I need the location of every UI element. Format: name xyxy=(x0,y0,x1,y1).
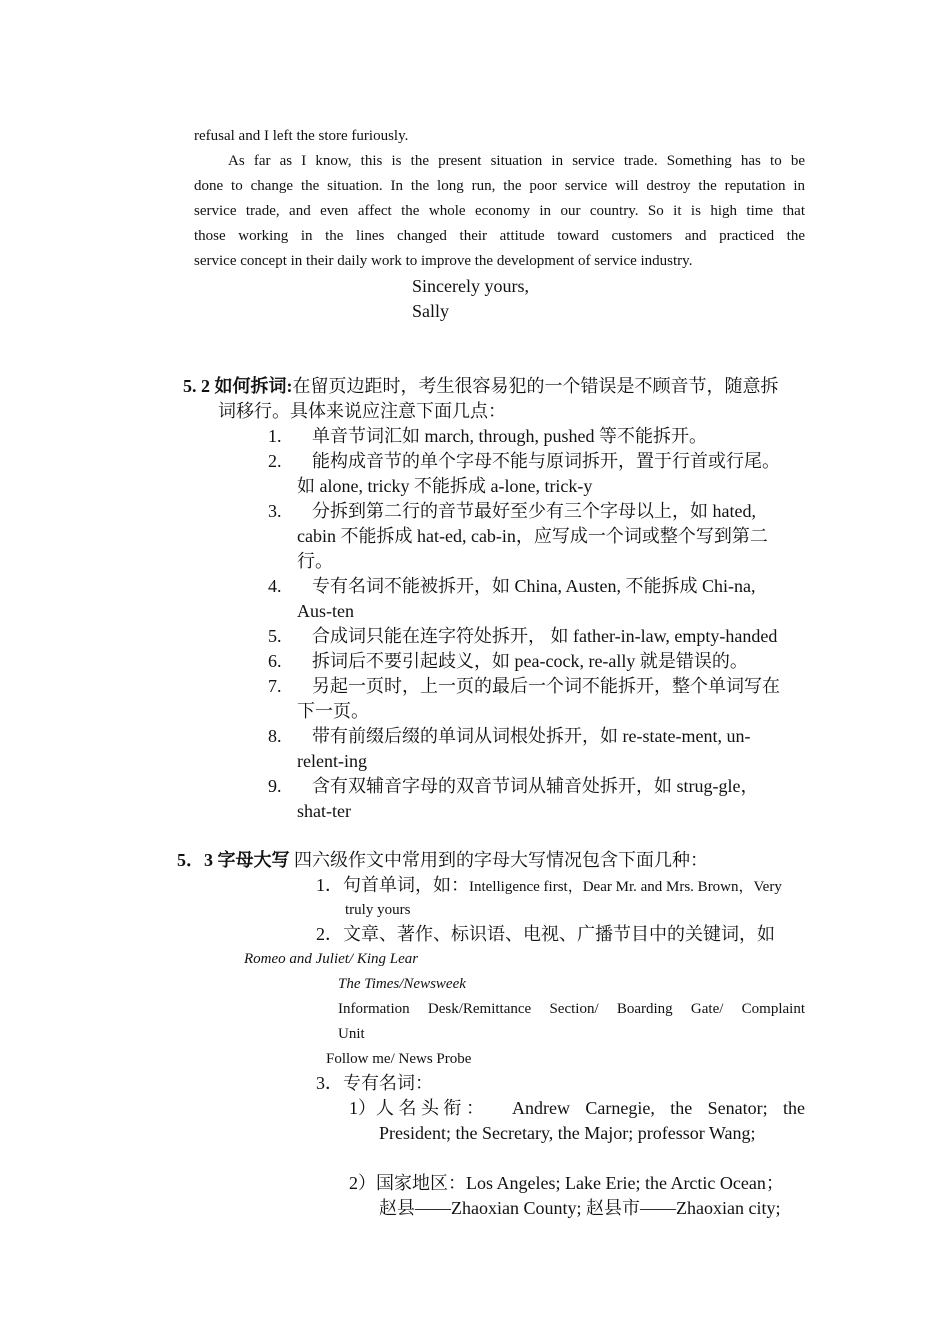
section-52-intro-cont: 词移行。具体来说应注意下面几点： xyxy=(218,401,506,421)
list-item: 拆词后不要引起歧义，如 pea-cock, re-ally 就是错误的。 xyxy=(312,651,748,671)
section-52-intro-text: 在留页边距时，考生很容易犯的一个错误是不顾音节，随意拆 xyxy=(292,376,779,396)
list-item: 能构成音节的单个字母不能与原词拆开，置于行首或行尾。 xyxy=(312,451,780,471)
cap-item-2: 2．文章、著作、标识语、电视、广播节目中的关键词，如 xyxy=(316,924,775,944)
list-item: 单音节词汇如 march, through, pushed 等不能拆开。 xyxy=(312,426,707,446)
list-number: 9. xyxy=(268,776,282,796)
list-item: 带有前缀后缀的单词从词根处拆开，如 re-state-ment, un- xyxy=(312,726,751,746)
list-item: 另起一页时，上一页的最后一个词不能拆开，整个单词写在 xyxy=(312,676,780,696)
list-item: 专有名词不能被拆开，如 China, Austen, 不能拆成 Chi-na, xyxy=(312,576,756,596)
list-number: 7. xyxy=(268,676,282,696)
cap-example xyxy=(244,947,418,972)
list-number: 2. xyxy=(268,451,282,471)
cap-example xyxy=(338,972,466,997)
cap-example: Follow me/ News Probe xyxy=(326,1051,472,1067)
list-item: 含有双辅音字母的双音节词从辅音处拆开，如 strug-gle， xyxy=(312,776,759,796)
list-number: 4. xyxy=(268,576,282,596)
section-53-intro-text: 四六级作文中常用到的字母大写情况包含下面几种： xyxy=(294,850,708,870)
list-item-cont: relent-ing xyxy=(297,751,367,771)
letter-paragraph-line: done to change the situation. In the long run, the poor service will destroy the reputation in xyxy=(194,178,805,194)
cap-subitem-2-cont: 赵县——Zhaoxian County; 赵县市——Zhaoxian city; xyxy=(379,1198,781,1218)
list-item-cont: 下一页。 xyxy=(297,701,369,721)
cap-subitem-1-label: 1）人 名 头 衔 ： xyxy=(349,1098,484,1118)
list-item-cont: 行。 xyxy=(297,551,333,571)
cap-example-title: The Times/Newsweek xyxy=(338,976,466,992)
cap-example-title: Romeo and Juliet/ King Lear xyxy=(244,951,419,967)
letter-line: refusal and I left the store furiously. xyxy=(194,128,409,144)
section-53-intro xyxy=(177,848,708,873)
section-52-intro xyxy=(183,374,779,399)
letter-paragraph-line: those working in the lines changed their attitude toward customers and practiced the xyxy=(194,228,805,244)
section-52-heading: 5. 2 如何拆词: xyxy=(183,376,293,396)
list-item-cont: cabin 不能拆成 hat-ed, cab-in，应写成一个词或整个写到第二 xyxy=(297,526,768,546)
cap-example: Information Desk/Remittance Section/ Boarding Gate/ Complaint xyxy=(338,1001,805,1017)
letter-paragraph-line: service trade, and even affect the whole economy in our country. So it is high time that xyxy=(194,203,805,219)
list-item-cont: shat-ter xyxy=(297,801,351,821)
letter-paragraph-line: service concept in their daily work to improve the development of service industry. xyxy=(194,253,693,269)
list-number: 8. xyxy=(268,726,282,746)
cap-item-1 xyxy=(316,873,782,900)
list-item-cont: 如 alone, tricky 不能拆成 a-lone, trick-y xyxy=(297,476,593,496)
list-item: 合成词只能在连字符处拆开， 如 father-in-law, empty-handed xyxy=(312,626,778,646)
cap-item-1-text: Intelligence first，Dear Mr. and Mrs. Brown，Very xyxy=(469,879,782,895)
section-53-heading: 5．3 字母大写 xyxy=(177,850,290,870)
list-number: 1. xyxy=(268,426,282,446)
cap-item-1-cont: truly yours xyxy=(345,902,411,918)
cap-item-3: 3．专有名词： xyxy=(316,1073,433,1093)
cap-subitem-1-text: Andrew Carnegie, the Senator; the xyxy=(512,1098,805,1118)
list-number: 6. xyxy=(268,651,282,671)
list-number: 5. xyxy=(268,626,282,646)
cap-subitem-1-cont: President; the Secretary, the Major; professor Wang; xyxy=(379,1123,756,1143)
letter-closing: Sincerely yours, xyxy=(412,276,529,296)
cap-item-1-label: 1．句首单词，如： xyxy=(316,875,469,895)
letter-signature: Sally xyxy=(412,301,450,321)
cap-example-cont: Unit xyxy=(338,1026,365,1042)
list-item: 分拆到第二行的音节最好至少有三个字母以上，如 hated, xyxy=(312,501,756,521)
list-number: 3. xyxy=(268,501,282,521)
letter-paragraph-line: As far as I know, this is the present situation in service trade. Something has to be xyxy=(228,153,805,169)
cap-subitem-2: 2）国家地区：Los Angeles; Lake Erie; the Arctic Ocean； xyxy=(349,1173,784,1193)
list-item-cont: Aus-ten xyxy=(297,601,354,621)
